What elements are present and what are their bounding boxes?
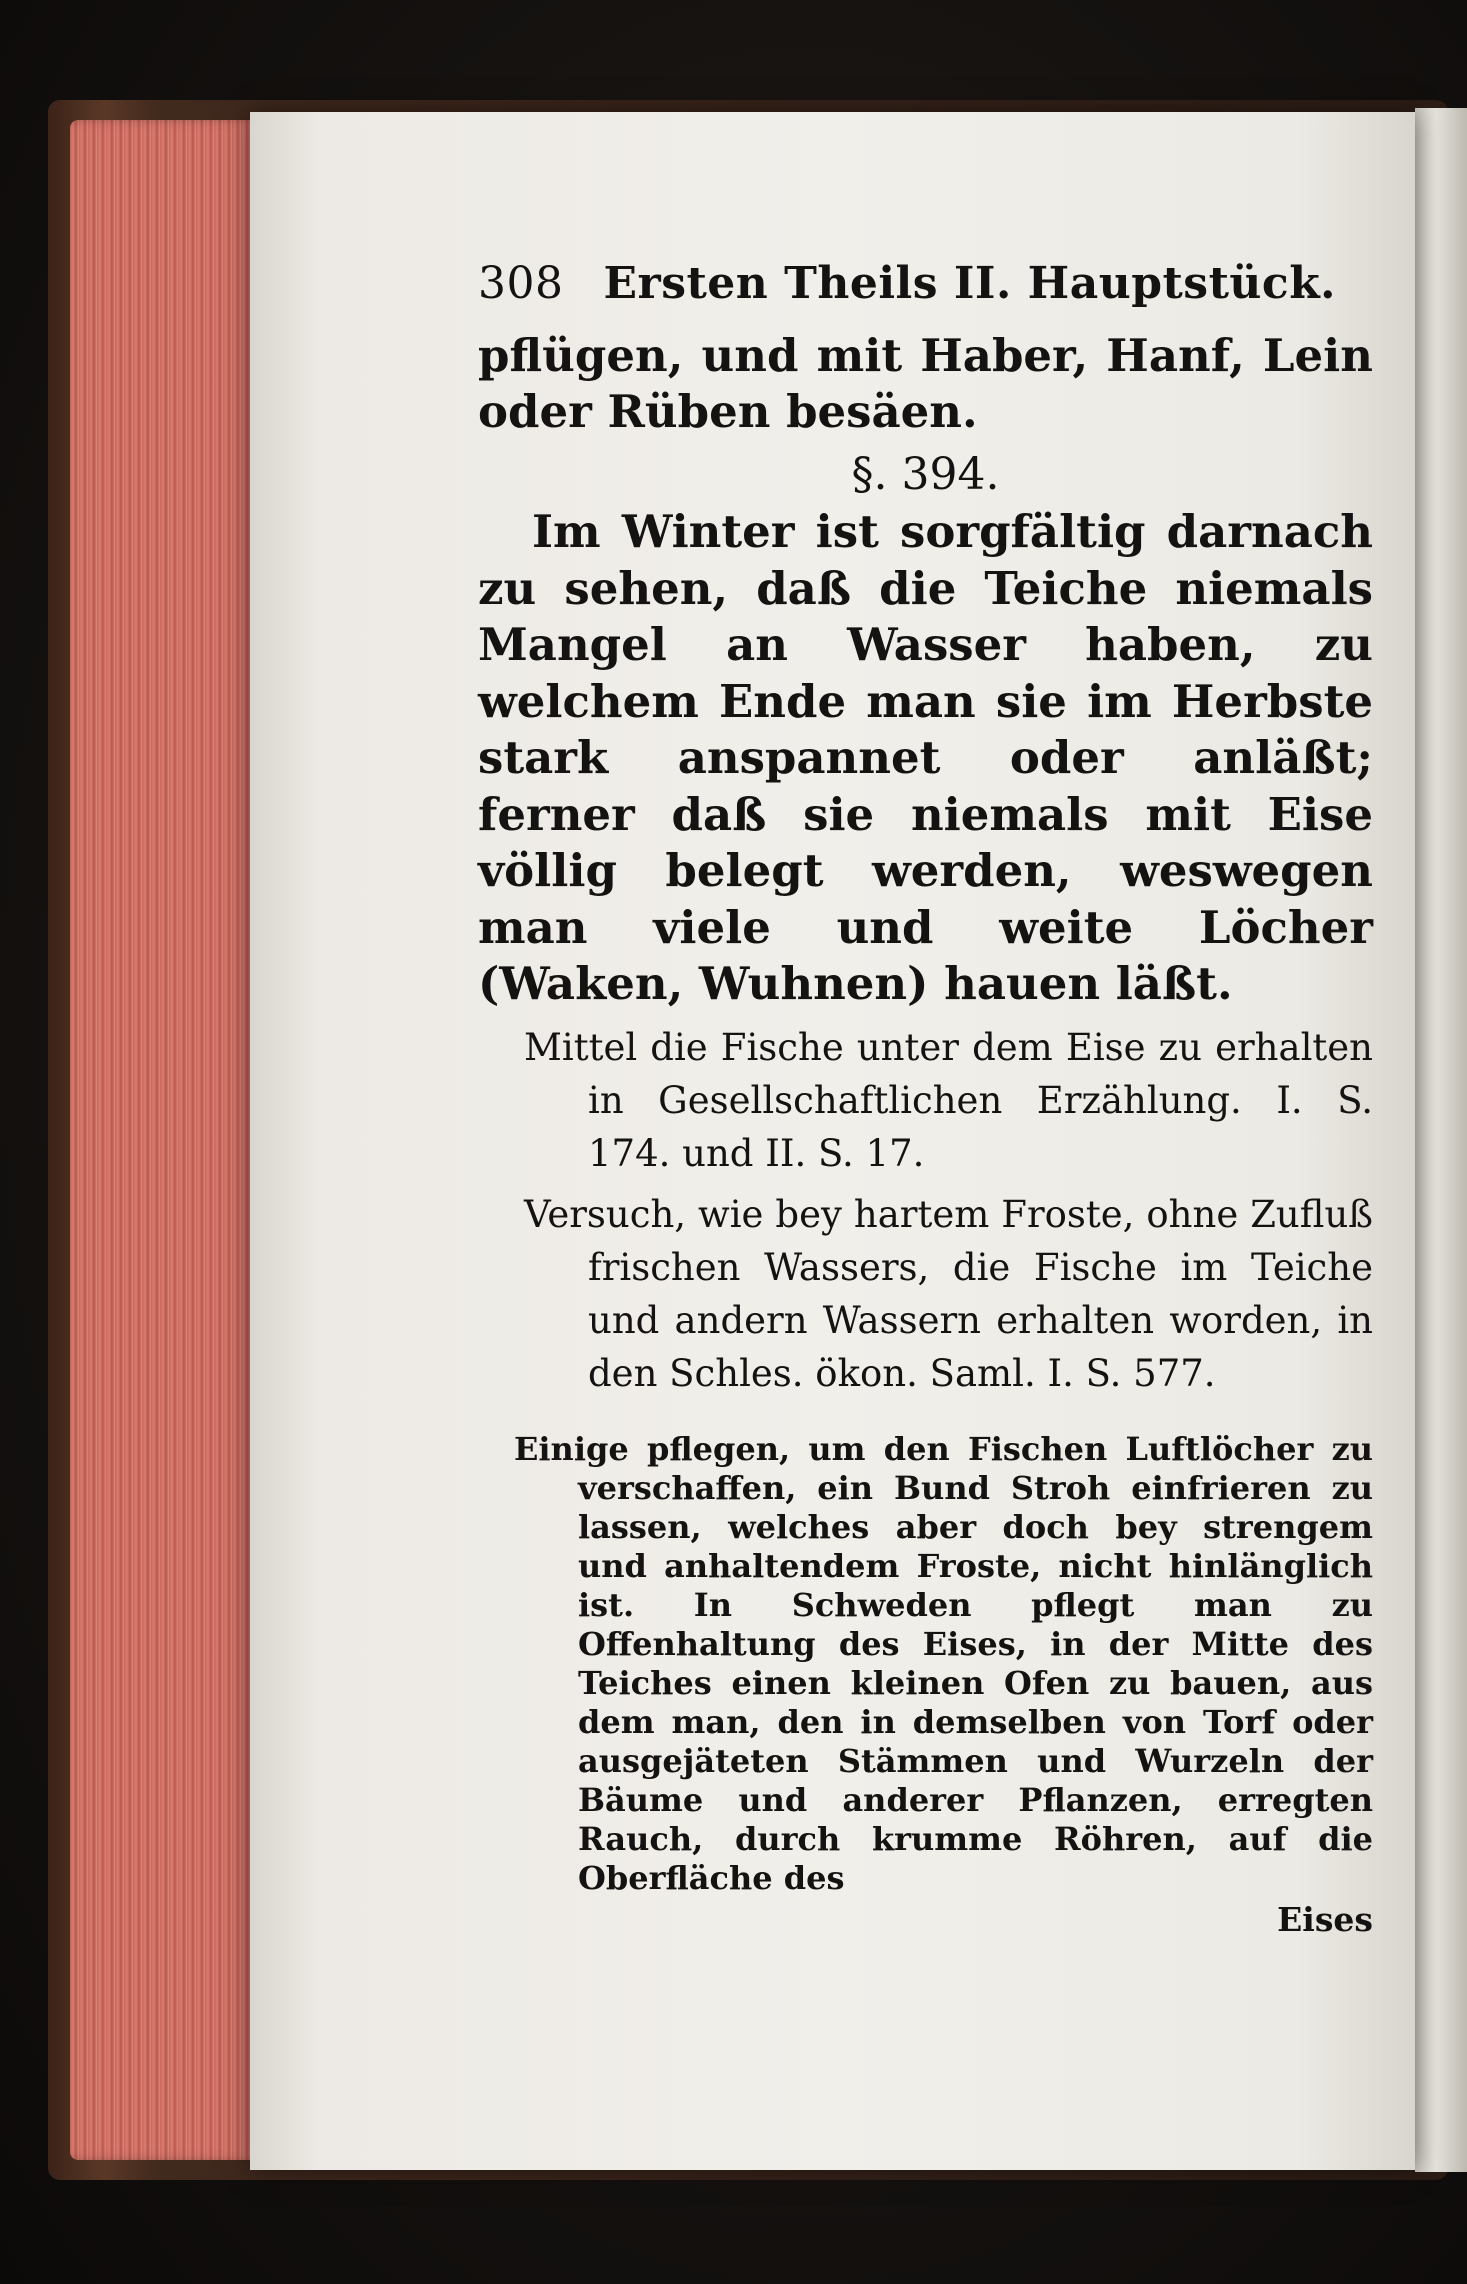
running-title: Ersten Theils II. Hauptstück. bbox=[603, 258, 1336, 309]
page-text bbox=[478, 258, 1373, 1940]
red-page-edges bbox=[70, 120, 260, 2160]
facing-page-edge bbox=[1415, 108, 1467, 2172]
footnote-paragraph: Einige pflegen, um den Fischen Luftlöcher zu verschaffen, ein Bund Stroh einfrieren zu lassen, welches aber doch bey strengem und anhaltendem Froste, nicht hinlänglich ist. In Schweden pflegt man zu Offenhaltung des Eises, in der Mitte des Teiches einen kleinen Ofen zu bauen, aus dem man, den in demselben von Torf oder ausgejäteten Stämmen und Wurzeln der Bäume und anderer Pflanzen, erregten Rauch, durch krumme Röhren, auf die Oberfläche des bbox=[514, 1429, 1373, 1897]
section-number: §. 394. bbox=[851, 449, 1000, 500]
running-head bbox=[478, 258, 1373, 328]
reference-note-2: Versuch, wie bey hartem Froste, ohne Zufluß frischen Wassers, die Fische im Teiche und andern Wassern erhalten worden, in den Schles. ökon. Saml. I. S. 577. bbox=[524, 1192, 1373, 1395]
reference-note-1: Mittel die Fische unter dem Eise zu erhalten in Gesellschaftlichen Erzählung. I. S. 174. und II. S. 17. bbox=[524, 1025, 1373, 1175]
catchword: Eises bbox=[1277, 1899, 1373, 1939]
lead-text: pflügen, und mit Haber, Hanf, Lein oder Rüben besäen. bbox=[478, 329, 1373, 438]
main-paragraph: Im Winter ist sorgfältig darnach zu sehen, daß die Teiche niemals Mangel an Wasser haben, zu welchem Ende man sie im Herbste stark anspannet oder anläßt; ferner daß sie niemals mit Eise völlig belegt werden, weswegen man viele und weite Löcher (Waken, Wuhnen) hauen läßt. bbox=[478, 505, 1373, 1010]
page-number: 308 bbox=[478, 258, 564, 309]
